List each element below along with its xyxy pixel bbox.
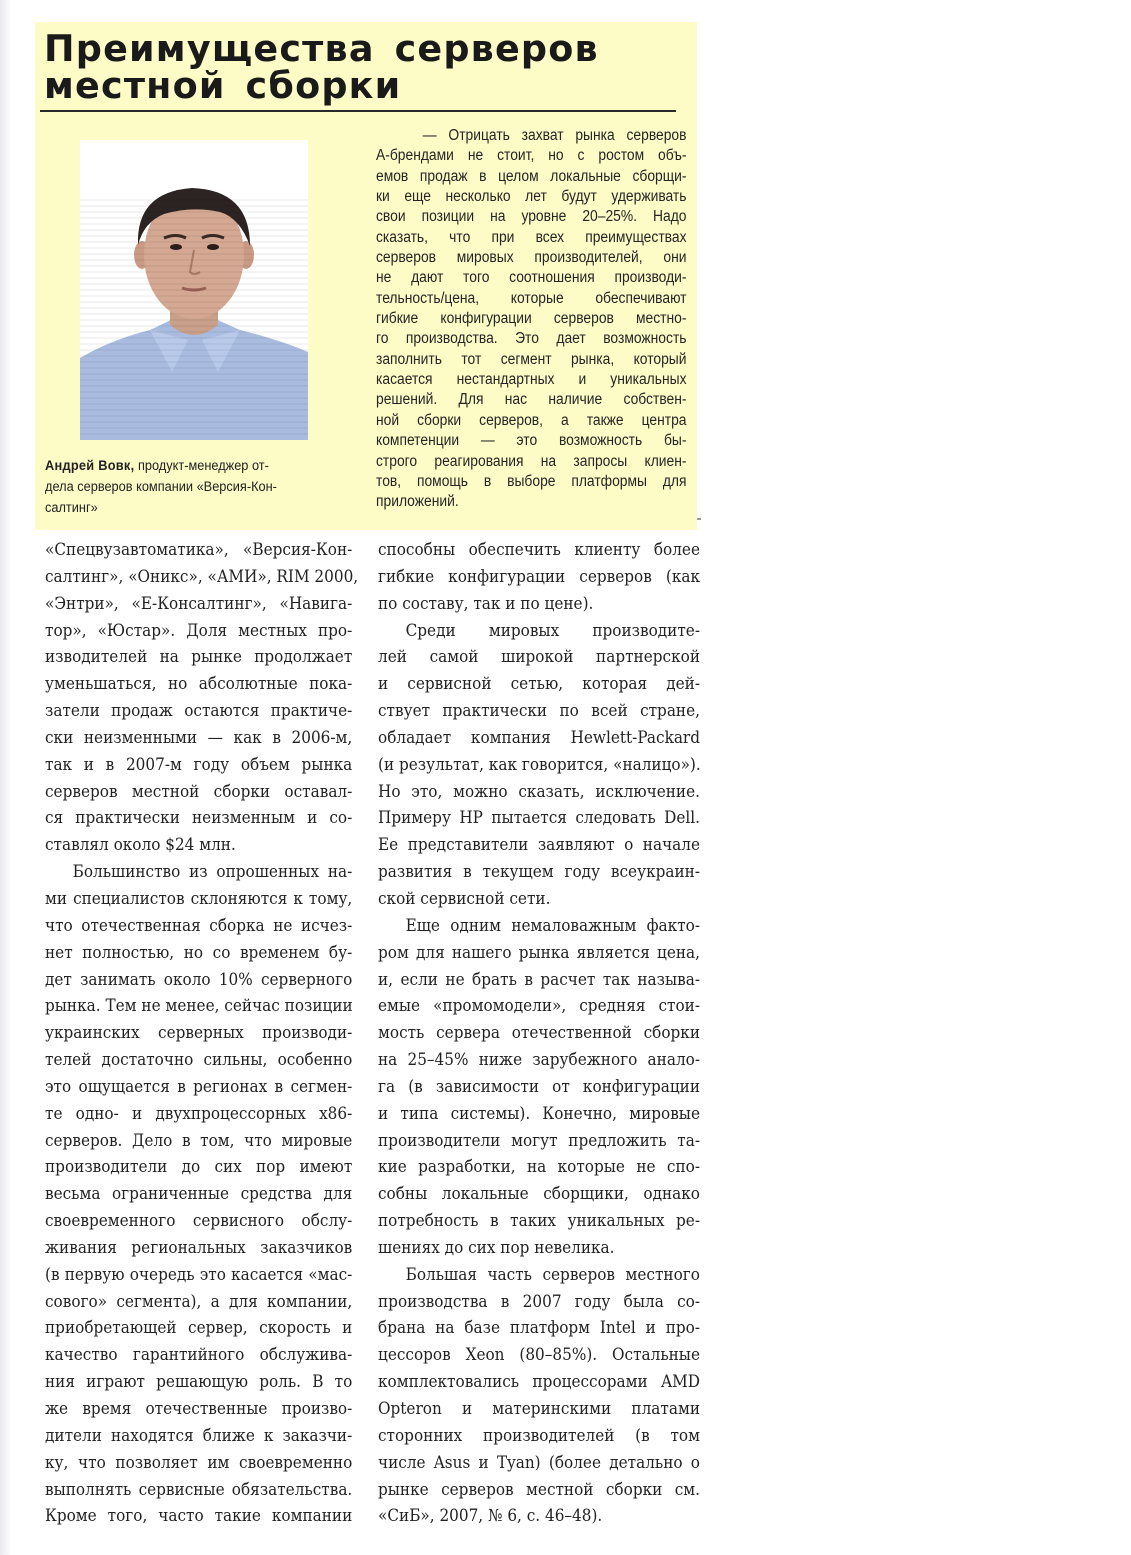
body-text-line: Примеру HP пытается следовать Dell. [378,808,700,828]
quote-line: строго реагирования на запросы клиен- [376,452,687,470]
body-text-line: ния играют решающую роль. В то [45,1372,353,1392]
body-text-line: сового» сегмента), а для компании, [45,1291,353,1311]
caption-name: Андрей Вовк, [45,458,135,474]
body-text-line: рынке серверов местной сборки см. [378,1479,700,1499]
body-text-line: серверов местной сборки оставал- [45,781,353,801]
quote-line: тов, помощь в выборе платформы для [376,472,687,490]
body-text-line: же время отечественные произво- [45,1399,353,1418]
body-text-line: (в первую очередь это касается «мас- [45,1264,353,1284]
body-text-line: затели продаж остаются практиче- [45,701,353,721]
body-text-line: и, если не брать в расчет так называ- [378,969,700,989]
body-column-left [45,537,359,1530]
body-text-line: цессоров Xeon (80–85%). Остальные [378,1345,700,1365]
body-text-line: это ощущается в регионах в сегмен- [45,1076,353,1096]
body-text-line: что отечественная сборка не исчез- [45,915,353,935]
body-text-line: рынка. Тем не менее, сейчас позиции [45,996,353,1016]
body-text-line: живания региональных заказчиков [45,1237,353,1257]
portrait-photo [80,140,308,440]
body-text-line: ром для нашего рынка является цена, [378,942,700,962]
quote-line: приложений. [376,493,459,511]
quote-line: касается нестандартных и уникальных [376,371,687,389]
caption-text: дела серверов компании «Версия-Кон- [45,479,277,495]
quote-line: ки еще несколько лет будут удерживать [376,188,687,206]
body-text-line: сторонних производителей (в том [378,1425,700,1445]
portrait-illustration [80,140,308,440]
headline-rule [40,110,676,112]
body-text-line: Среди мировых производите- [405,620,700,640]
body-text-line: брана на базе платформ Intel и про- [378,1318,700,1338]
body-text-line: приобретающей сервер, скорость и [45,1318,353,1338]
quote-line: гибкие конфигурации серверов местно- [376,310,687,328]
body-text-line: производители до сих пор имеют [45,1157,353,1177]
body-text-line: потребность в таких уникальных ре- [378,1211,700,1231]
body-text-line: так и в 2007-м году объем рынка [45,754,353,774]
quote-line: емов продаж в целом локальные сборщи- [376,167,687,185]
body-text-line: на 25–45% ниже зарубежного анало- [378,1050,700,1070]
body-text-line: Но это, можно сказать, исключение. [378,781,700,801]
quote-line: серверов мировых производителей, они [376,249,687,267]
body-text-line: украинских серверных производи- [45,1023,353,1043]
body-text-line: ставлял около $24 млн. [45,835,236,855]
body-text-line: «Энтри», «Е-Консалтинг», «Навига- [45,593,353,613]
body-text-line: комплектовались процессорами AMD [378,1372,700,1392]
interview-quote [376,126,687,513]
body-text-line: уменьшаться, но абсолютные пока- [45,674,353,694]
body-text-line: и типа системы). Конечно, мировые [378,1103,700,1123]
quote-line: ной сборки серверов, а также центра [376,411,687,429]
quote-line: А-брендами не стоит, но с ростом объ- [376,147,687,165]
body-text-line: ской сервисной сети. [378,888,551,908]
body-text-line: мость сервера отечественной сборки [378,1023,700,1043]
body-text-line: емые «промомодели», средняя стои- [378,996,700,1016]
quote-line: свои позиции на уровне 20–25%. Надо [376,208,687,226]
body-text-line: те одно- и двухпроцессорных x86- [45,1103,353,1123]
quote-line: го производства. Это дает возможность [376,330,687,348]
body-text-line: выполнять сервисные обязательства. [45,1479,353,1499]
body-text-line: весьма ограниченные средства для [45,1184,353,1204]
body-text-line: тор», «Юстар». Доля местных про- [45,620,353,640]
body-text-line: дет занимать около 10% серверного [45,969,353,989]
page-edge-shadow [0,0,10,1555]
body-text-line: нет полностью, но со временем бу- [45,942,353,962]
body-text-line: изводителей на рынке продолжает [45,647,353,667]
body-text-line: салтинг», «Оникс», «АМИ», RIM 2000, [45,566,359,586]
article-headline [44,27,599,107]
body-text-line: способны обеспечить клиенту более [378,540,700,559]
photo-caption [45,456,345,519]
body-text-line: своевременного сервисного обслу- [45,1211,353,1231]
caption-text: продукт-менеджер от- [134,458,269,474]
body-text-line: качество гарантийного обслужива- [45,1345,353,1365]
quote-line: не дают того соотношения производи- [376,269,687,287]
body-text-line: серверов. Дело в том, что мировые [45,1130,353,1150]
body-text-line: и сервисной сетью, которая дей- [378,674,700,694]
print-speck [697,518,701,520]
body-text-line: числе Asus и Tyan) (более детально о [378,1452,700,1472]
body-text-line: ся практически неизменным и со- [45,808,353,828]
body-text-line: ми специалистов склоняются к тому, [45,888,353,908]
body-text-line: (и результат, как говорится, «налицо»). [378,754,701,774]
body-text-line: Еще одним немаловажным факто- [405,915,700,935]
quote-line: решений. Для нас наличие собствен- [376,391,687,409]
body-text-line: Ее представители заявляют о начале [378,835,700,855]
body-text-line: Opteron и материнскими платами [378,1399,700,1418]
body-text-line: ски неизменными — как в 2006-м, [45,727,353,747]
headline-line: Преимущества серверов [44,27,599,70]
body-text-line: телей достаточно сильны, особенно [45,1050,353,1070]
body-text-line: Кроме того, часто такие компании [45,1506,353,1526]
body-text-line: «СиБ», 2007, № 6, с. 46–48). [378,1506,603,1526]
body-text-line: «Спецвузавтоматика», «Версия-Кон- [45,540,353,559]
caption-text: салтинг» [45,500,98,516]
body-text-line: обладает компания Hewlett-Packard [378,727,700,747]
body-text-line: ствует практически по всей стране, [378,701,700,721]
body-text-line: кие разработки, на которые не спо- [378,1157,700,1177]
quote-line: — Отрицать захват рынка серверов [422,127,687,144]
body-text-line: по составу, так и по цене). [378,593,594,613]
body-text-line: собны локальные сборщики, однако [378,1184,700,1204]
quote-line: сказать, что при всех преимуществах [376,228,687,246]
body-text-line: Большая часть серверов местного [405,1264,700,1284]
body-text-line: га (в зависимости от конфигурации [378,1076,700,1096]
quote-line: тельность/цена, которые обеспечивают [376,289,687,307]
body-text-line: дители находятся ближе к заказчи- [45,1425,353,1445]
headline-line: местной сборки [44,64,402,107]
body-text-line: Большинство из опрошенных на- [72,862,353,882]
quote-line: компетенции — это возможность бы- [376,432,687,450]
body-text-line: развития в текущем году всеукраин- [378,862,700,882]
body-text-line: лей самой широкой партнерской [378,647,700,667]
body-text-line: ку, что позволяет им своевременно [45,1452,353,1472]
body-text-line: производства в 2007 году была со- [378,1291,700,1311]
body-text-line: шениях до сих пор невелика. [378,1237,615,1257]
body-column-right [378,537,700,1530]
body-text-line: производители могут предложить та- [378,1130,700,1150]
quote-line: заполнить тот сегмент рынка, который [376,350,687,368]
body-text-line: гибкие конфигурации серверов (как [378,566,700,586]
